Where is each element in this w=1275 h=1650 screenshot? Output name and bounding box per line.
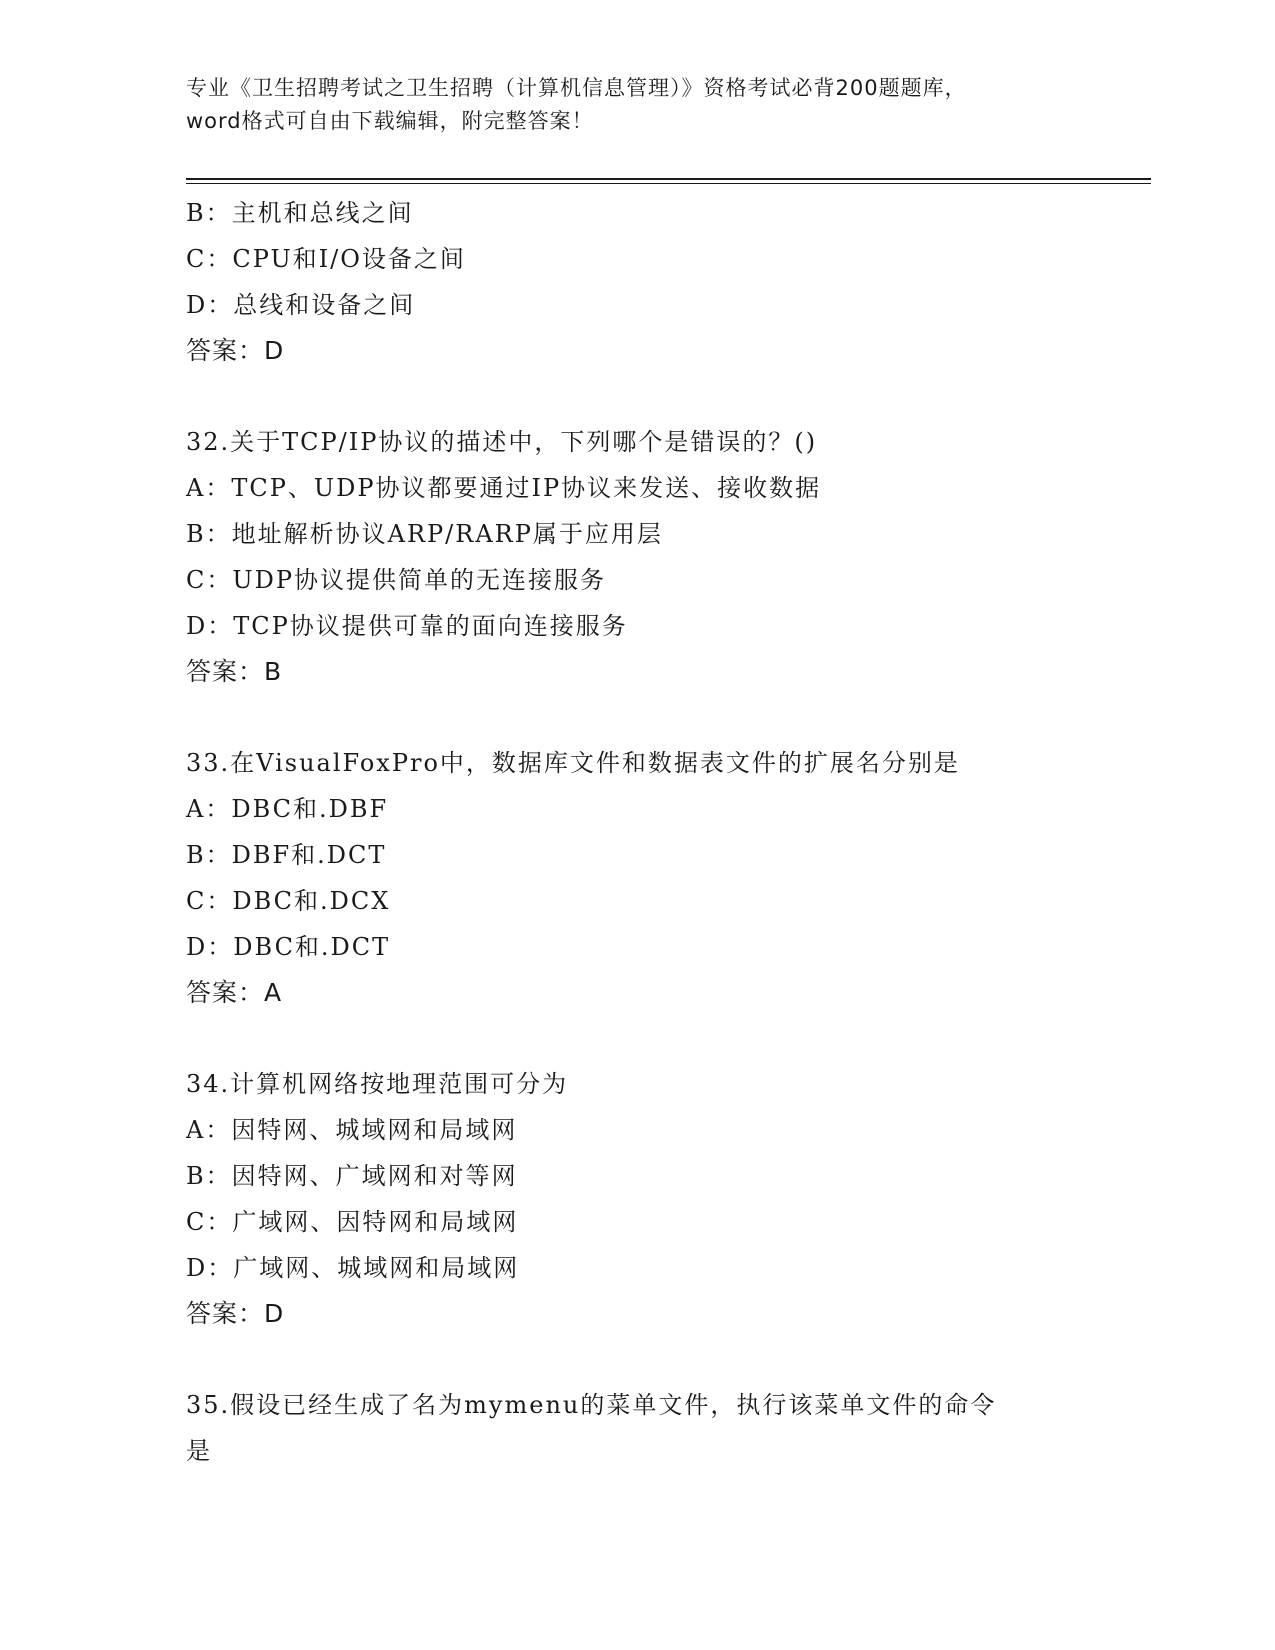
answer: 答案：A [186,978,283,1007]
question-spacer [186,374,1086,419]
question-spacer [186,1337,1086,1382]
option-b: B：DBF和.DCT [186,841,387,869]
option-d: D：DBC和.DCT [186,933,391,961]
option-d: D：广域网、城域网和局域网 [186,1254,520,1282]
answer: 答案：D [186,336,285,365]
header-rule-thin [186,183,1151,184]
option-a: A：DBC和.DBF [186,795,389,823]
header-rule-thick [186,178,1151,180]
option-d: D：总线和设备之间 [186,291,416,319]
option-a: A：TCP、UDP协议都要通过IP协议来发送、接收数据 [186,474,822,502]
header-line-1: 专业《卫生招聘考试之卫生招聘（计算机信息管理）》资格考试必背200题题库， [186,76,967,100]
question-31 [186,190,1086,374]
option-a: A：因特网、城域网和局域网 [186,1116,518,1144]
question-spacer [186,1016,1086,1061]
question-text-line-1: 35.假设已经生成了名为mymenu的菜单文件，执行该菜单文件的命令 [186,1391,997,1419]
option-c: C：DBC和.DCX [186,887,391,915]
question-text-line-2: 是 [186,1437,212,1465]
option-c: C：CPU和I/O设备之间 [186,245,466,273]
question-list [186,190,1086,1474]
option-b: B：因特网、广域网和对等网 [186,1162,518,1190]
question-32 [186,419,1086,695]
question-text: 32.关于TCP/IP协议的描述中，下列哪个是错误的？() [186,428,818,456]
answer: 答案：D [186,1299,285,1328]
question-34 [186,1061,1086,1337]
question-text: 34.计算机网络按地理范围可分为 [186,1070,569,1098]
document-header [186,72,1086,138]
answer: 答案：B [186,657,283,686]
question-35 [186,1382,1086,1474]
question-33 [186,740,1086,1016]
option-b: B：地址解析协议ARP/RARP属于应用层 [186,520,663,548]
header-line-2: word格式可自由下载编辑，附完整答案！ [186,109,594,133]
option-c: C：广域网、因特网和局域网 [186,1208,519,1236]
question-text: 33.在VisualFoxPro中，数据库文件和数据表文件的扩展名分别是 [186,749,960,777]
option-c: C：UDP协议提供简单的无连接服务 [186,566,606,594]
question-spacer [186,695,1086,740]
option-b: B：主机和总线之间 [186,199,414,227]
option-d: D：TCP协议提供可靠的面向连接服务 [186,612,628,640]
